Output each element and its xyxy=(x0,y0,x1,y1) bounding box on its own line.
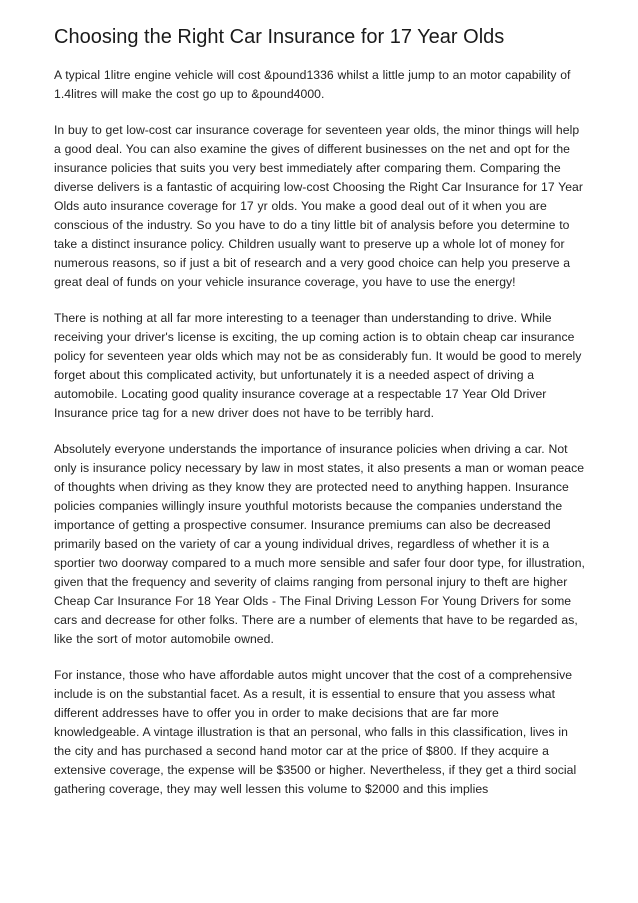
paragraph-3: There is nothing at all far more interesting to a teenager than understanding to drive. While receiving your driver's license is exciting, the up coming action is to obtain cheap car insurance policy for seventeen year olds which may not be as considerably fun. It would be good to merely forget about this complicated activity, but unfortunately it is a needed aspect of driving a automobile. Locating good quality insurance coverage at a respectable 17 Year Old Driver Insurance price tag for a new driver does not have to be terribly hard. xyxy=(54,311,582,420)
paragraph-4: Absolutely everyone understands the importance of insurance policies when driving a car. Not only is insurance policy necessary by law in most states, it also presents a man or woman peace of thoughts when driving as they know they are protected need to anything happen. Insurance policies companies willingly insure youthful motorists because the companies understand the importance of getting a prospective consumer. Insurance premiums can also be decreased primarily based on the variety of car a young individual drives, regardless of whether it is a sportier two doorway compared to a much more sensible and safer four door type, for illustration, given that the frequency and severity of claims ranging from personal injury to theft are higher Cheap Car Insurance For 18 Year Olds - The Final Driving Lesson For Young Drivers for some cars and decrease for other folks. There are a number of elements that have to be regarded as, like the sort of motor automobile owned. xyxy=(54,442,585,646)
document-page xyxy=(54,24,586,816)
paragraph-2: In buy to get low-cost car insurance coverage for seventeen year olds, the minor things will help a good deal. You can also examine the gives of different businesses on the net and opt for the insurance policies that suits you very best immediately after comparing them. Comparing the diverse delivers is a fantastic of acquiring low-cost Choosing the Right Car Insurance for 17 Year Olds auto insurance coverage for 17 yr olds. You make a good deal out of it when you are conscious of the industry. So you have to do a tiny little bit of analysis before you determine to take a distinct insurance policy. Children usually want to preserve up a whole lot of money for numerous reasons, so if just a bit of research and a very good choice can help you preserve a great deal of funds on your vehicle insurance coverage, you have to use the energy! xyxy=(54,123,583,289)
paragraph-1: A typical 1litre engine vehicle will cost &pound1336 whilst a little jump to an motor capability of 1.4litres will make the cost go up to &pound4000. xyxy=(54,68,571,101)
paragraph-5: For instance, those who have affordable autos might uncover that the cost of a comprehensive include is on the substantial facet. As a result, it is essential to ensure that you assess what different addresses have to offer you in order to make decisions that are far more knowledgeable. A vintage illustration is that an personal, who falls in this classification, lives in the city and has purchased a second hand motor car at the price of $800. If they acquire a extensive coverage, the expense will be $3500 or higher. Nevertheless, if they get a third social gathering coverage, they may well lessen this volume to $2000 and this implies xyxy=(54,668,577,796)
document-title: Choosing the Right Car Insurance for 17 Year Olds xyxy=(54,26,505,48)
